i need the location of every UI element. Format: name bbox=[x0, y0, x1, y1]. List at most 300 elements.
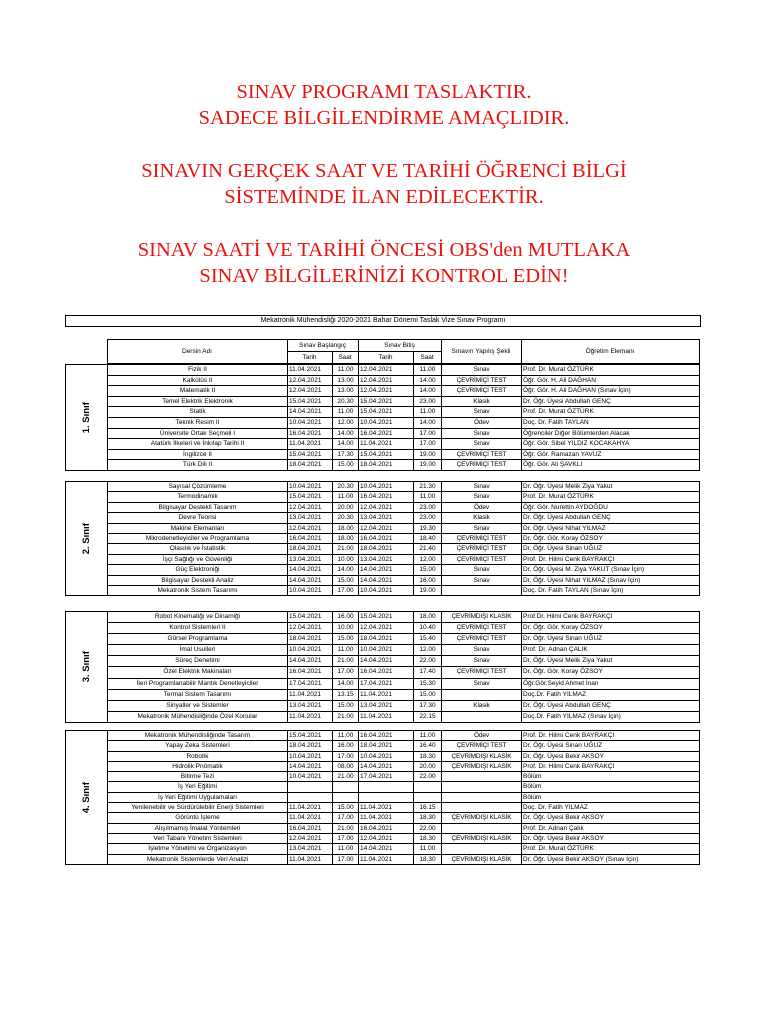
course-name: Robot Kinematiği ve Dinamiği bbox=[108, 612, 288, 623]
start-date: 12.04.2021 bbox=[288, 386, 333, 397]
table-row bbox=[66, 544, 700, 554]
instructor: Dr. Öğr. Üyesi Abdullah GENÇ bbox=[522, 513, 700, 523]
start-date: 15.04.2021 bbox=[288, 731, 333, 741]
course-name: Bilgisayar Destekli Tasarım bbox=[108, 502, 288, 512]
end-date: 18.04.2021 bbox=[359, 544, 414, 554]
end-time: 18.00 bbox=[414, 612, 442, 623]
instructor: Dr. Öğr. Üyesi Bekir AKSOY bbox=[522, 813, 700, 823]
end-date bbox=[359, 792, 414, 802]
end-time: 17.00 bbox=[414, 428, 442, 439]
start-date: 14.04.2021 bbox=[288, 575, 333, 585]
exam-type bbox=[442, 844, 522, 854]
start-time: 14.00 bbox=[333, 678, 359, 689]
table-row bbox=[66, 386, 700, 397]
end-date: 18.04.2021 bbox=[359, 460, 414, 471]
course-name: Mekatronik Sistem Tasarımı bbox=[108, 586, 288, 596]
start-date: 11.04.2021 bbox=[288, 365, 333, 376]
instructor: Öğr.Gör.Seyid Ahmet İnan bbox=[522, 678, 700, 689]
end-date: 13.04.2021 bbox=[359, 513, 414, 523]
class-year-text: 4. Sınıf bbox=[80, 781, 92, 813]
table-row bbox=[66, 833, 700, 843]
exam-type: Sınav bbox=[442, 492, 522, 502]
class-1-table bbox=[65, 364, 700, 471]
instructor: Dr. Öğr. Gör. Koray ÖZSOY bbox=[522, 623, 700, 634]
start-date: 16.04.2021 bbox=[288, 667, 333, 678]
end-time bbox=[414, 792, 442, 802]
end-date: 14.04.2021 bbox=[359, 575, 414, 585]
start-date: 12.04.2021 bbox=[288, 833, 333, 843]
end-time: 19.30 bbox=[414, 523, 442, 533]
exam-type: ÇEVRİMİÇİ TEST bbox=[442, 460, 522, 471]
start-time: 15.00 bbox=[333, 575, 359, 585]
table-row bbox=[66, 844, 700, 854]
table-row bbox=[66, 407, 700, 418]
end-date: 12.04.2021 bbox=[359, 375, 414, 386]
course-name: Alışılmamış İmalat Yöntemleri bbox=[108, 823, 288, 833]
instructor: Doç. Dr. Fatih TAYLAN (Sınav İçin) bbox=[522, 586, 700, 596]
end-time bbox=[414, 782, 442, 792]
exam-type: ÇEVRİMİÇİ TEST bbox=[442, 741, 522, 751]
start-time: 13.00 bbox=[333, 386, 359, 397]
table-row bbox=[66, 634, 700, 645]
end-date: 11.04.2021 bbox=[359, 854, 414, 864]
end-time: 18.30 bbox=[414, 813, 442, 823]
table-row bbox=[66, 854, 700, 864]
instructor: Dr. Öğr. Üyesi Bekir AKSOY bbox=[522, 833, 700, 843]
end-date: 15.04.2021 bbox=[359, 449, 414, 460]
start-date: 18.04.2021 bbox=[288, 634, 333, 645]
end-date: 14.04.2021 bbox=[359, 565, 414, 575]
start-date: 14.04.2021 bbox=[288, 565, 333, 575]
instructor: Öğr. Gör. H. Ali DAĞHAN (Sınav İçin) bbox=[522, 386, 700, 397]
course-name: Termal Sistem Tasarımı bbox=[108, 689, 288, 700]
start-time: 16.00 bbox=[333, 741, 359, 751]
instructor: Öğr. Gör. Ramazan YAVUZ bbox=[522, 449, 700, 460]
course-name: Atatürk İlkeleri ve İnkılap Tarihi II bbox=[108, 439, 288, 450]
class-year-label bbox=[66, 482, 108, 596]
start-time: 11.00 bbox=[333, 407, 359, 418]
instructor: Prof. Dr. Hilmi Cenk BAYRAKÇI bbox=[522, 761, 700, 771]
end-time: 11.00 bbox=[414, 844, 442, 854]
end-date: 17.04.2021 bbox=[359, 772, 414, 782]
start-date: 11.04.2021 bbox=[288, 439, 333, 450]
table-row bbox=[66, 741, 700, 751]
end-date: 10.04.2021 bbox=[359, 751, 414, 761]
exam-type bbox=[442, 689, 522, 700]
instructor: Dr. Öğr. Üyesi Abdullah GENÇ bbox=[522, 396, 700, 407]
start-time: 11.00 bbox=[333, 844, 359, 854]
end-date: 12.04.2021 bbox=[359, 502, 414, 512]
instructor: Dr. Öğr. Üyesi Bekir AKSOY (Sınav İçin) bbox=[522, 854, 700, 864]
end-time: 15.00 bbox=[414, 565, 442, 575]
course-name: İş Yeri Eğitimi bbox=[108, 782, 288, 792]
start-time: 21.00 bbox=[333, 772, 359, 782]
header-end-date: Tarih bbox=[358, 352, 413, 364]
end-date: 16.04.2021 bbox=[359, 823, 414, 833]
start-date: 15.04.2021 bbox=[288, 492, 333, 502]
table-row bbox=[66, 689, 700, 700]
table-row bbox=[66, 417, 700, 428]
end-date: 10.04.2021 bbox=[359, 417, 414, 428]
table-row bbox=[66, 711, 700, 722]
table-row bbox=[66, 667, 700, 678]
exam-type: Sınav bbox=[442, 678, 522, 689]
end-time: 11.00 bbox=[414, 731, 442, 741]
start-time: 20.30 bbox=[333, 482, 359, 492]
instructor: Prof. Dr. Adnan ÇALIK bbox=[522, 645, 700, 656]
course-name: Süreç Denetimi bbox=[108, 656, 288, 667]
header-type: Sınavın Yapılış Şekli bbox=[441, 340, 521, 364]
instructor: Öğr. Gör. Nurettin AYDOĞDU bbox=[522, 502, 700, 512]
end-date: 13.04.2021 bbox=[359, 554, 414, 564]
notice-line: SİSTEMİNDE İLAN EDİLECEKTİR. bbox=[224, 186, 544, 208]
start-time bbox=[333, 792, 359, 802]
end-date: 12.04.2021 bbox=[359, 365, 414, 376]
end-date: 12.04.2021 bbox=[359, 833, 414, 843]
header-spacer bbox=[65, 340, 107, 364]
table-row bbox=[66, 645, 700, 656]
start-time: 11.00 bbox=[333, 365, 359, 376]
course-name: İşletme Yönetimi ve Organizasyon bbox=[108, 844, 288, 854]
end-time: 14.00 bbox=[414, 386, 442, 397]
course-name: Mikrodenetleyiciler ve Programlama bbox=[108, 534, 288, 544]
exam-type: ÇEVRİMİÇİ TEST bbox=[442, 634, 522, 645]
start-time: 11.00 bbox=[333, 645, 359, 656]
start-time: 11.00 bbox=[333, 731, 359, 741]
start-date: 16.04.2021 bbox=[288, 428, 333, 439]
table-row bbox=[66, 813, 700, 823]
start-date: 11.04.2021 bbox=[288, 689, 333, 700]
end-time: 19.00 bbox=[414, 460, 442, 471]
end-date: 15.04.2021 bbox=[359, 612, 414, 623]
end-time: 23.00 bbox=[414, 396, 442, 407]
exam-type bbox=[442, 772, 522, 782]
instructor: Dr. Öğr. Üyesi Melik Ziya Yakut bbox=[522, 482, 700, 492]
end-date: 18.04.2021 bbox=[359, 634, 414, 645]
start-date: 13.04.2021 bbox=[288, 844, 333, 854]
course-name: İngilizce II bbox=[108, 449, 288, 460]
instructor: Bölüm bbox=[522, 782, 700, 792]
instructor: Doç. Dr. Fatih TAYLAN bbox=[522, 417, 700, 428]
table-row bbox=[66, 513, 700, 523]
exam-type: Sınav bbox=[442, 645, 522, 656]
exam-type: ÇEVRİMİÇİ TEST bbox=[442, 534, 522, 544]
exam-type: ÇEVRİMDIŞI KLASİK bbox=[442, 612, 522, 623]
start-date: 11.04.2021 bbox=[288, 813, 333, 823]
exam-type: ÇEVRİMDIŞI KLASİK bbox=[442, 813, 522, 823]
end-time: 18.30 bbox=[414, 833, 442, 843]
table-row bbox=[66, 449, 700, 460]
start-date: 18.04.2021 bbox=[288, 460, 333, 471]
instructor: Doç.Dr. Fatih YILMAZ (Sınav İçin) bbox=[522, 711, 700, 722]
course-name: Devre Teorisi bbox=[108, 513, 288, 523]
exam-type: Sınav bbox=[442, 575, 522, 585]
notice-draft bbox=[0, 79, 768, 131]
exam-type bbox=[442, 803, 522, 813]
end-date: 10.04.2021 bbox=[359, 645, 414, 656]
exam-type: Sınav bbox=[442, 439, 522, 450]
table-row bbox=[66, 678, 700, 689]
table-row bbox=[66, 396, 700, 407]
start-time: 14.00 bbox=[333, 439, 359, 450]
end-date: 11.04.2021 bbox=[359, 803, 414, 813]
instructor: Dr. Öğr. Üyesi Sinan UĞUZ bbox=[522, 741, 700, 751]
course-name: Mekatronik Sistemlerde Veri Analizi bbox=[108, 854, 288, 864]
start-time: 17.00 bbox=[333, 854, 359, 864]
table-row bbox=[66, 492, 700, 502]
class-year-text: 3. Sınıf bbox=[80, 651, 92, 683]
exam-type: ÇEVRİMDIŞI KLASİK bbox=[442, 751, 522, 761]
end-date: 12.04.2021 bbox=[359, 623, 414, 634]
table-row bbox=[66, 523, 700, 533]
exam-type bbox=[442, 711, 522, 722]
end-time: 16.00 bbox=[414, 575, 442, 585]
schedule-title: Mekatronik Mühendisliği 2020-2021 Bahar Dönemi Taslak Vize Sınav Programı bbox=[65, 315, 701, 327]
end-time: 17.30 bbox=[414, 700, 442, 711]
table-row bbox=[66, 460, 700, 471]
exam-type: ÇEVRİMİÇİ TEST bbox=[442, 544, 522, 554]
table-row bbox=[66, 565, 700, 575]
course-name: Yenilenebilir ve Sürdürülebilir Enerji Sistemleri bbox=[108, 803, 288, 813]
start-time: 17.00 bbox=[333, 667, 359, 678]
instructor: Bölüm bbox=[522, 772, 700, 782]
instructor: Dr. Öğr. Üyesi Melik Ziya Yakut bbox=[522, 656, 700, 667]
instructor: Dr. Öğr. Üyesi Abdullah GENÇ bbox=[522, 700, 700, 711]
end-date: 11.04.2021 bbox=[359, 813, 414, 823]
start-date: 16.04.2021 bbox=[288, 823, 333, 833]
class-year-text: 2. Sınıf bbox=[80, 523, 92, 555]
end-time: 18.40 bbox=[414, 534, 442, 544]
course-name: İleri Programlanabilir Mantık Denetleyiciler bbox=[108, 678, 288, 689]
table-row bbox=[66, 792, 700, 802]
notice-check-obs bbox=[0, 237, 768, 289]
start-time bbox=[333, 782, 359, 792]
start-time: 18.00 bbox=[333, 523, 359, 533]
start-date: 10.04.2021 bbox=[288, 772, 333, 782]
start-date: 10.04.2021 bbox=[288, 586, 333, 596]
course-name: Fizik II bbox=[108, 365, 288, 376]
end-time: 15.30 bbox=[414, 678, 442, 689]
table-row bbox=[66, 575, 700, 585]
course-name: İmal Usulleri bbox=[108, 645, 288, 656]
notice-line: SADECE BİLGİLENDİRME AMAÇLIDIR. bbox=[198, 107, 570, 129]
course-name: Hidrolik Pnömatik bbox=[108, 761, 288, 771]
instructor: Dr. Öğr. Üyesi Bekir AKSOY bbox=[522, 751, 700, 761]
start-date: 11.04.2021 bbox=[288, 803, 333, 813]
end-time: 12.00 bbox=[414, 645, 442, 656]
exam-type: Klasik bbox=[442, 513, 522, 523]
start-time: 11.00 bbox=[333, 492, 359, 502]
end-time: 23.00 bbox=[414, 502, 442, 512]
instructor: Dr. Öğr. Üyesi Sinan UĞUZ bbox=[522, 544, 700, 554]
header-end: Sınav Bitiş bbox=[358, 340, 441, 352]
exam-type: ÇEVRİMİÇİ TEST bbox=[442, 375, 522, 386]
start-time: 20.30 bbox=[333, 396, 359, 407]
notice-line: SINAV SAATİ VE TARİHİ ÖNCESİ OBS'den MUTLAKA bbox=[137, 239, 631, 261]
class-3-table bbox=[65, 611, 700, 723]
course-name: Robotik bbox=[108, 751, 288, 761]
instructor: Prof. Dr. Murat ÖZTÜRK bbox=[522, 844, 700, 854]
class-4-table bbox=[65, 730, 700, 865]
header-start: Sınav Başlangıç bbox=[287, 340, 358, 352]
start-time: 15.00 bbox=[333, 460, 359, 471]
course-name: Güç Elektroniği bbox=[108, 565, 288, 575]
start-time: 13.15 bbox=[333, 689, 359, 700]
exam-type: Sınav bbox=[442, 565, 522, 575]
instructor: Dr. Öğr. Üyesi Nihat YILMAZ bbox=[522, 523, 700, 533]
start-time: 16.00 bbox=[333, 612, 359, 623]
course-name: Statik bbox=[108, 407, 288, 418]
table-row bbox=[66, 534, 700, 544]
course-name: Matematik II bbox=[108, 386, 288, 397]
start-time: 17.30 bbox=[333, 449, 359, 460]
exam-type: ÇEVRİMİÇİ TEST bbox=[442, 623, 522, 634]
end-time: 15.40 bbox=[414, 634, 442, 645]
course-name: Veri Tabanı Yönetim Sistemleri bbox=[108, 833, 288, 843]
start-date: 12.04.2021 bbox=[288, 502, 333, 512]
header-start-time: Saat bbox=[332, 352, 358, 364]
end-time: 17.40 bbox=[414, 667, 442, 678]
table-row bbox=[66, 502, 700, 512]
start-time: 21.00 bbox=[333, 656, 359, 667]
start-date: 13.04.2021 bbox=[288, 700, 333, 711]
instructor: Doç.Dr. Fatih YILMAZ bbox=[522, 689, 700, 700]
end-date: 15.04.2021 bbox=[359, 407, 414, 418]
end-date: 16.04.2021 bbox=[359, 428, 414, 439]
start-date: 14.04.2021 bbox=[288, 761, 333, 771]
start-date: 12.04.2021 bbox=[288, 623, 333, 634]
exam-type: Sınav bbox=[442, 656, 522, 667]
start-date: 11.04.2021 bbox=[288, 854, 333, 864]
end-date bbox=[359, 782, 414, 792]
table-row bbox=[66, 782, 700, 792]
start-date bbox=[288, 792, 333, 802]
start-date: 16.04.2021 bbox=[288, 534, 333, 544]
start-time: 12.00 bbox=[333, 417, 359, 428]
table-row bbox=[66, 375, 700, 386]
start-time: 17.00 bbox=[333, 813, 359, 823]
table-row bbox=[66, 428, 700, 439]
end-date: 14.04.2021 bbox=[359, 656, 414, 667]
exam-type: Sınav bbox=[442, 407, 522, 418]
start-time: 18.00 bbox=[333, 534, 359, 544]
end-date: 16.04.2021 bbox=[359, 667, 414, 678]
exam-type: ÇEVRİMDIŞI KLASİK bbox=[442, 761, 522, 771]
end-time: 19.00 bbox=[414, 449, 442, 460]
end-time: 18.30 bbox=[414, 854, 442, 864]
notice-line: SINAV BİLGİLERİNİZİ KONTROL EDİN! bbox=[199, 265, 569, 287]
start-time: 15.00 bbox=[333, 700, 359, 711]
exam-type: ÇEVRİMİÇİ TEST bbox=[442, 667, 522, 678]
exam-type: Sınav bbox=[442, 482, 522, 492]
end-date: 16.04.2021 bbox=[359, 731, 414, 741]
start-date: 14.04.2021 bbox=[288, 656, 333, 667]
instructor: Öğrenciler Diğer Bölümlerden Alacak bbox=[522, 428, 700, 439]
course-name: Sayısal Çözümleme bbox=[108, 482, 288, 492]
instructor: Prof. Dr. Hilmi Cenk BAYRAKÇI bbox=[522, 731, 700, 741]
table-row bbox=[66, 823, 700, 833]
exam-type: Sınav bbox=[442, 523, 522, 533]
end-date: 16.04.2021 bbox=[359, 534, 414, 544]
table-row bbox=[66, 612, 700, 623]
end-date: 13.04.2021 bbox=[359, 700, 414, 711]
exam-type: Ödev bbox=[442, 731, 522, 741]
end-date: 17.04.2021 bbox=[359, 678, 414, 689]
start-date: 18.04.2021 bbox=[288, 741, 333, 751]
course-name: Termodinamik bbox=[108, 492, 288, 502]
end-time: 16.40 bbox=[414, 741, 442, 751]
header-instructor: Öğretim Elemanı bbox=[521, 340, 699, 364]
exam-type: ÇEVRİMİÇİ TEST bbox=[442, 386, 522, 397]
course-name: Kontrol Sistemleri II bbox=[108, 623, 288, 634]
class-year-text: 1. Sınıf bbox=[80, 401, 92, 434]
start-time: 13.00 bbox=[333, 375, 359, 386]
start-time: 21.00 bbox=[333, 823, 359, 833]
start-time: 14.00 bbox=[333, 565, 359, 575]
end-date: 11.04.2021 bbox=[359, 711, 414, 722]
start-date: 15.04.2021 bbox=[288, 449, 333, 460]
start-time: 08.00 bbox=[333, 761, 359, 771]
notice-announcement bbox=[0, 158, 768, 210]
notice-line: SINAVIN GERÇEK SAAT VE TARİHİ ÖĞRENCİ BİLGİ bbox=[141, 160, 627, 182]
end-time: 15.00 bbox=[414, 689, 442, 700]
end-date: 12.04.2021 bbox=[359, 523, 414, 533]
start-date: 12.04.2021 bbox=[288, 375, 333, 386]
instructor: Prof. Dr. Murat ÖZTÜRK bbox=[522, 365, 700, 376]
end-time: 23.00 bbox=[414, 513, 442, 523]
end-date: 10.04.2021 bbox=[359, 482, 414, 492]
end-date: 16.04.2021 bbox=[359, 492, 414, 502]
end-time: 20.00 bbox=[414, 761, 442, 771]
exam-type: Sınav bbox=[442, 428, 522, 439]
exam-type: Klasik bbox=[442, 700, 522, 711]
start-time: 21.00 bbox=[333, 711, 359, 722]
table-row bbox=[66, 554, 700, 564]
end-time: 18.30 bbox=[414, 751, 442, 761]
end-date: 12.04.2021 bbox=[359, 386, 414, 397]
exam-type: Ödev bbox=[442, 502, 522, 512]
course-name: Özel Elektrik Makinaları bbox=[108, 667, 288, 678]
end-date: 10.04.2021 bbox=[359, 586, 414, 596]
table-row bbox=[66, 803, 700, 813]
instructor: Dr. Öğr. Gör. Koray ÖZSOY bbox=[522, 667, 700, 678]
end-time: 11.00 bbox=[414, 407, 442, 418]
instructor: Doç. Dr. Fatih YILMAZ bbox=[522, 803, 700, 813]
instructor: Prof.Dr. Hilmi Cenk BAYRAKÇI bbox=[522, 612, 700, 623]
table-row bbox=[66, 623, 700, 634]
start-date: 17.04.2021 bbox=[288, 678, 333, 689]
exam-type: Klasik bbox=[442, 396, 522, 407]
start-date: 13.04.2021 bbox=[288, 513, 333, 523]
header-end-time: Saat bbox=[413, 352, 441, 364]
course-name: Mekatronik Mühendisliğinde Tasarım bbox=[108, 731, 288, 741]
instructor: Dr. Öğr. Gör. Koray ÖZSOY bbox=[522, 534, 700, 544]
start-time: 21.00 bbox=[333, 544, 359, 554]
end-date: 14.04.2021 bbox=[359, 761, 414, 771]
start-date: 11.04.2021 bbox=[288, 711, 333, 722]
end-time: 22.15 bbox=[414, 711, 442, 722]
start-time: 15.00 bbox=[333, 803, 359, 813]
end-time: 11.00 bbox=[414, 492, 442, 502]
course-name: Bitirme Tezi bbox=[108, 772, 288, 782]
end-time: 19.00 bbox=[414, 586, 442, 596]
end-time: 10.40 bbox=[414, 623, 442, 634]
end-time: 22.00 bbox=[414, 656, 442, 667]
start-time: 15.00 bbox=[333, 634, 359, 645]
exam-type bbox=[442, 782, 522, 792]
course-name: Olasılık ve İstatistik bbox=[108, 544, 288, 554]
start-date: 10.04.2021 bbox=[288, 417, 333, 428]
